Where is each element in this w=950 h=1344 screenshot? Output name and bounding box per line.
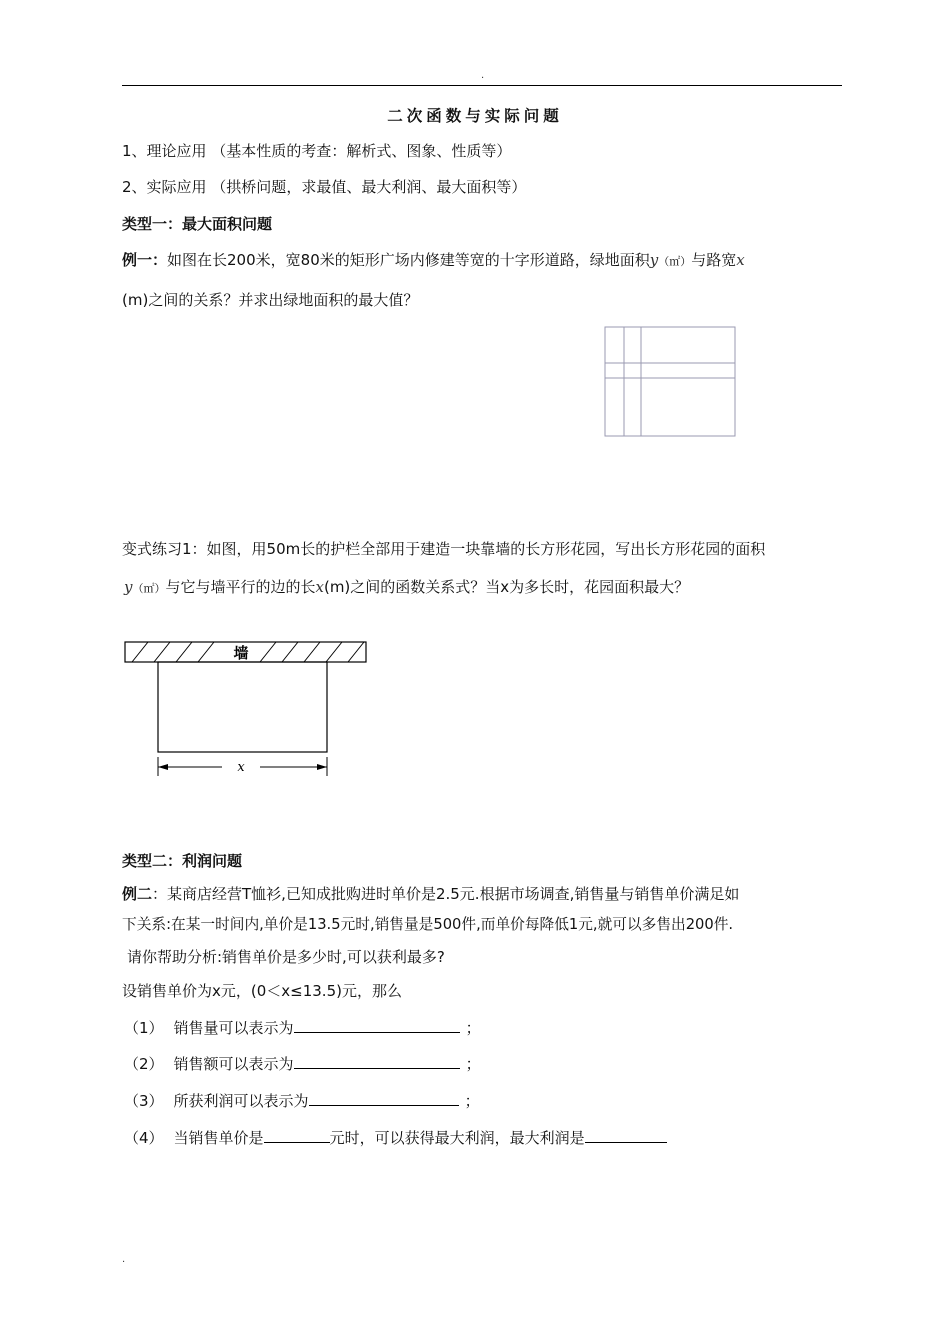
arrowhead-right (317, 764, 327, 770)
dim-label-x: x (237, 760, 245, 775)
question-4-text-b: 元时，可以获得最大利润，最大利润是 (329, 1129, 585, 1147)
example2-line1 (122, 883, 739, 904)
question-1-text: 销售量可以表示为 (173, 1019, 294, 1037)
answer-blank-1[interactable] (294, 1018, 460, 1033)
garden-rect (158, 662, 327, 752)
example1-line2: (m)之间的关系？并求出绿地面积的最大值？ (122, 291, 419, 309)
question-1-number: （1） (124, 1019, 164, 1037)
question-3 (124, 1090, 480, 1111)
practice1-line1: 变式练习1：如图，用50m长的护栏全部用于建造一块靠墙的长方形花园，写出长方形花园的面积 (122, 540, 766, 558)
question-3-semicolon: ； (464, 1092, 480, 1110)
practice1-text-c: (m)之间的函数关系式？当x为多长时，花园面积最大？ (323, 578, 690, 596)
wall-garden-figure (120, 636, 372, 782)
header-dot: . (481, 70, 485, 81)
question-2-text: 销售额可以表示为 (173, 1055, 294, 1073)
header-rule (122, 85, 842, 86)
question-4-text-a: 当销售单价是 (173, 1129, 264, 1147)
question-2-semicolon: ； (465, 1055, 481, 1073)
question-2-number: （2） (124, 1055, 164, 1073)
example1-text-a: 如图在长200米，宽80米的矩形广场内修建等宽的十字形道路，绿地面积 (167, 251, 650, 269)
example1-label: 例一： (122, 251, 168, 269)
example2-text1: ：某商店经营T恤衫,已知成批购进时单价是2.5元.根据市场调查,销售量与销售单价满足如 (152, 885, 740, 903)
question-3-number: （3） (124, 1092, 164, 1110)
question-4 (124, 1127, 667, 1148)
example2-label: 例二 (122, 885, 153, 903)
answer-blank-2[interactable] (294, 1054, 460, 1069)
footer-dot: . (122, 1254, 126, 1265)
arrowhead-left (158, 764, 168, 770)
example1-var-x: x (736, 251, 745, 269)
practice1-text-b: 与它与墙平行的边的长 (165, 578, 316, 596)
cross-road-figure (600, 322, 740, 440)
question-1-semicolon: ； (465, 1019, 481, 1037)
answer-blank-4b[interactable] (585, 1128, 667, 1143)
example2-setup: 设销售单价为x元，(0＜x≤13.5)元，那么 (122, 982, 402, 1000)
intro-item-1: 1、理论应用 （基本性质的考查：解析式、图象、性质等） (122, 142, 512, 160)
type2-heading: 类型二：利润问题 (122, 852, 243, 870)
question-3-text: 所获利润可以表示为 (173, 1092, 309, 1110)
question-4-number: （4） (124, 1129, 164, 1147)
intro-item-2: 2、实际应用 （拱桥问题，求最值、最大利润、最大面积等） (122, 178, 527, 196)
answer-blank-3[interactable] (309, 1091, 459, 1106)
practice1-line2 (124, 576, 689, 597)
practice1-unit: （㎡） (132, 582, 166, 595)
type1-heading: 类型一：最大面积问题 (122, 215, 273, 233)
wall-label: 墙 (233, 644, 249, 662)
question-1 (124, 1017, 481, 1038)
practice1-var-x: x (315, 578, 324, 596)
example1-text-b: 与路宽 (691, 251, 737, 269)
example1-unit: （㎡） (658, 255, 692, 268)
question-2 (124, 1053, 481, 1074)
example2-line2: 下关系:在某一时间内,单价是13.5元时,销售量是500件,而单价每降低1元,就可以多售出200件. (122, 916, 734, 933)
answer-blank-4a[interactable] (264, 1128, 330, 1143)
practice1-var-y: y (124, 578, 133, 596)
example1-var-y: y (649, 251, 659, 269)
example2-line3: 请你帮助分析:销售单价是多少时,可以获利最多? (127, 948, 445, 966)
page-title: 二次函数与实际问题 (387, 107, 563, 125)
example1-line1 (122, 249, 745, 270)
